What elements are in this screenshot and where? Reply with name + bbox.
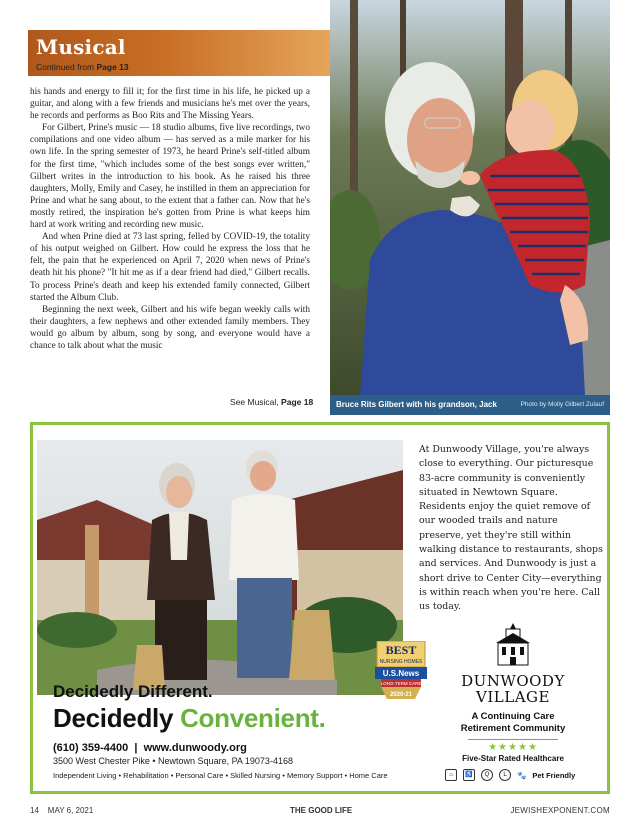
section-name: THE GOOD LIFE	[290, 806, 353, 815]
jump-line[interactable]	[230, 397, 313, 407]
continued-page: Page 13	[96, 62, 129, 72]
section-title: Musical	[36, 35, 126, 59]
ad-website-link[interactable]: www.dunwoody.org	[143, 742, 247, 754]
tagline-convenient-word: Convenient.	[180, 703, 326, 733]
logo-tagline-2: Retirement Community	[460, 723, 566, 734]
ad-phone[interactable]: (610) 359-4400	[53, 742, 129, 754]
continued-text: Continued from	[36, 62, 95, 72]
photo-credit: Photo by Molly Gilbert Zulauf	[520, 401, 604, 408]
village-building-icon	[488, 621, 538, 669]
accessibility-icon: ♿	[463, 769, 475, 781]
award-category: NURSING HOMES	[379, 659, 423, 665]
equal-housing-icon: ⌂	[445, 769, 457, 781]
paw-icon: 🐾	[517, 770, 527, 780]
ad-certification-icons	[445, 769, 605, 781]
award-year: 2020-21	[389, 692, 413, 698]
logo-name-line2: VILLAGE	[476, 688, 550, 706]
photo-caption: Bruce Rits Gilbert with his grandson, Jack	[336, 400, 497, 409]
article-photo	[330, 0, 610, 395]
issue-date: MAY 6, 2021	[47, 806, 94, 815]
article-paragraph: And when Prine died at 73 last spring, felled by COVID-19, the totality of his output weighed on Gilbert. How could he express the loss that he felt, the pain that he experienced on April 7, 2020 when news of Prine's death hit his phone? "It hit me as if a dear friend had died," Gilbert recalls. To process Prine's death and keep his extended family connected, Gilbert started the Album Club.	[30, 232, 310, 303]
ad-contact-line	[53, 742, 247, 754]
award-type: LONG-TERM CARE	[380, 681, 422, 686]
logo-divider	[468, 739, 558, 740]
award-usnews: U.S.News	[382, 669, 420, 678]
ad-address: 3500 West Chester Pike • Newtown Square, PA 19073-4168	[53, 756, 293, 766]
five-star-rating-icon: ★★★★★	[488, 742, 538, 753]
page-number: 14	[30, 806, 39, 815]
photo-caption-bar	[330, 395, 610, 415]
continued-from-label	[36, 62, 129, 72]
ad-couple-photo	[37, 440, 403, 695]
ad-services-list: Independent Living • Rehabilitation • Personal Care • Skilled Nursing • Memory Support • Home Care	[53, 771, 388, 780]
ad-tagline-convenient	[53, 703, 326, 734]
dunwoody-advertisement[interactable]	[30, 422, 610, 794]
leadingage-icon: L	[499, 769, 511, 781]
article-body	[30, 86, 310, 352]
section-banner	[28, 30, 330, 76]
article-paragraph: his hands and energy to fill it; for the first time in his life, he picked up a guitar, and along with a few friends and musicians he's met over the years, he records and performs as Boo Rits and The Missing Years.	[30, 87, 310, 122]
us-news-award-badge	[375, 641, 427, 703]
article-paragraph: Beginning the next week, Gilbert and his wife began weekly calls with their daughters, a few nephews and other extended family members. They would go album by album, song by song, and everyone would have a chance to talk about what the music	[30, 304, 310, 351]
tagline-decidedly: Decidedly	[53, 703, 174, 733]
dunwoody-logo	[443, 621, 583, 763]
ad-body-copy: At Dunwoody Village, you're always close to everything. Our picturesque 83-acre community is conveniently situated in Newtown Square. Residents enjoy the quiet remove of our wooded trails and nature preserve, yet they're still within walking distance to restaurants, shops and services. And Dunwoody is just a short drive to Center City—everything is within reach when you're here. Call us today.	[419, 444, 603, 613]
contact-separator: |	[134, 742, 138, 754]
five-star-label: Five-Star Rated Healthcare	[462, 754, 564, 763]
jump-page: Page 18	[281, 397, 314, 407]
logo-tagline-1: A Continuing Care	[471, 711, 555, 722]
footer-left	[30, 806, 93, 815]
publication-site[interactable]: JEWISHEXPONENT.COM	[510, 806, 610, 815]
jump-label: See Musical,	[230, 397, 279, 407]
pet-friendly-label: Pet Friendly	[532, 770, 576, 780]
award-best: BEST	[385, 643, 417, 657]
quality-first-icon: Q	[481, 769, 493, 781]
ad-tagline-different: Decidedly Different.	[53, 682, 213, 701]
logo-name-line1: DUNWOODY	[461, 672, 565, 690]
article-paragraph: For Gilbert, Prine's music — 18 studio albums, five live recordings, two compilations and one video album — has served as a mile marker for his own life. In the spring semester of 1973, he heard Prine's self-titled album for the first time, "which includes some of the best songs ever written," Gilbert writes in the introduction to his book. As he raised his three daughters, Molly, Emily and Casey, he instilled in them an appreciation for Prine and what he sang about, to the extent that a father can. Now that he's mostly retired, the inspiration he's gotten from Prine is what keeps him hard at work writing and recording new music.	[30, 123, 310, 231]
